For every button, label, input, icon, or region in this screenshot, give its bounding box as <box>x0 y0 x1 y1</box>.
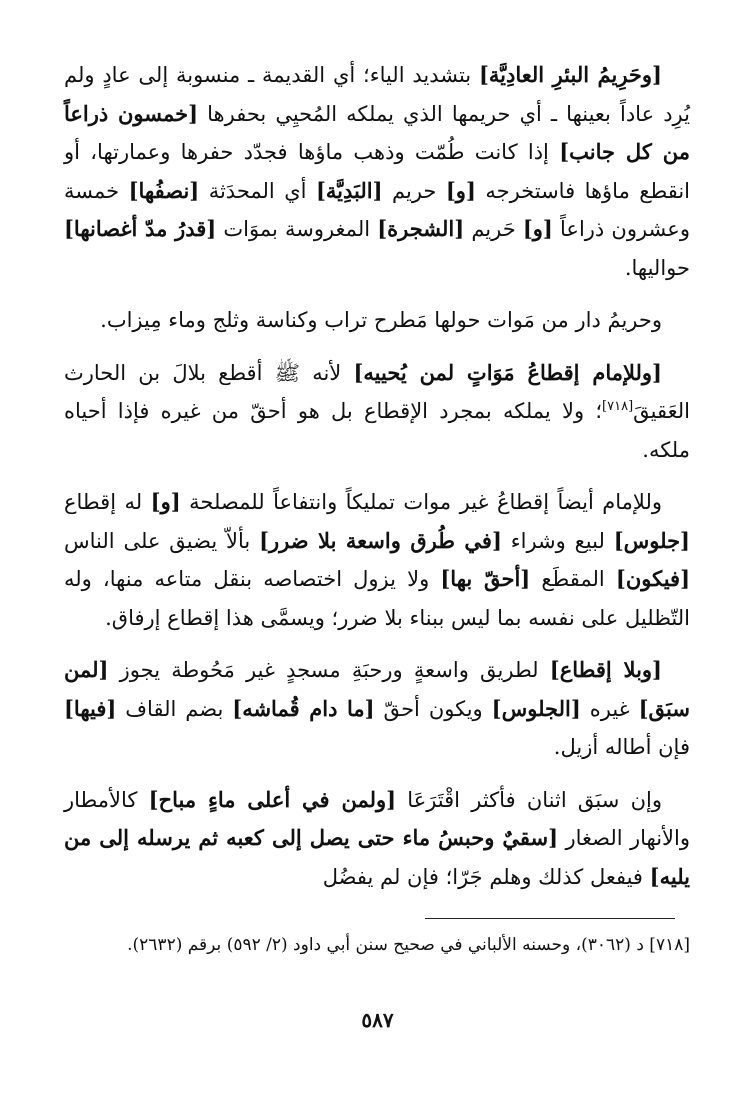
matn-text: [وحَرِيمُ البئرِ العادِيَّة] <box>478 62 662 87</box>
paragraph-3 <box>64 354 690 470</box>
commentary-text: بضم القاف <box>116 696 233 721</box>
matn-text: [أحقّ بها] <box>440 566 531 591</box>
commentary-text: وللإمام أيضاً إقطاعُ غير موات تمليكاً وانتفاعاً للمصلحة <box>180 490 662 514</box>
matn-text: [ما دام قُماشه] <box>232 695 375 721</box>
paragraph-2 <box>64 301 690 340</box>
footnote-reference: [٧١٨] <box>602 399 634 414</box>
matn-text: [وللإمام إقطاعُ مَوَاتٍ لمن يُحييه] <box>353 359 662 385</box>
commentary-text: ؛ ولا يملكه بمجرد الإقطاع بل هو أحقّ من غيره فإذا أحياه ملكه. <box>64 399 690 462</box>
commentary-text: بألاّ يضيق على الناس <box>64 528 260 553</box>
commentary-text: المقطَع <box>530 567 616 591</box>
commentary-text: فإن أطاله أزيل. <box>553 735 690 759</box>
matn-text: [سقيٌ وحبسُ ماء حتى يصل إلى كعبه ثم يرسله إلى من يليه] <box>64 825 690 889</box>
matn-text: [و] <box>445 177 476 203</box>
commentary-text: خمسة وعشرون ذراعاً <box>64 178 690 241</box>
commentary-text: ولا يزول اختصاصه بنقل متاعه منها، وله التّظليل على نفسه بما ليس ببناء بلا ضرر؛ ويسمَّى هذا إقطاع إرفاق. <box>64 567 690 630</box>
paragraph-6 <box>64 781 690 897</box>
commentary-text: لأنه ﷺ أقطع بلالَ بن الحارث العَقيقَ <box>64 360 690 423</box>
matn-text: [وبلا إقطاع] <box>549 657 662 682</box>
matn-text: [فيها] <box>64 695 117 721</box>
matn-text: [الشجرة] <box>377 216 465 241</box>
footnote-divider <box>425 918 675 919</box>
matn-text: [ولمن في أعلى ماءٍ مباح] <box>148 786 397 812</box>
commentary-text: فيفعل كذلك وهلم جَرّا؛ فإن لم يفضُل <box>322 864 650 889</box>
matn-text: [خمسون ذراعاً من كل جانب] <box>64 100 690 164</box>
matn-text: [و] <box>150 489 181 514</box>
commentary-text: وحريمُ دار من مَوات حولها مَطرح تراب وكناسة وثلج وماء مِيزاب. <box>100 308 662 332</box>
commentary-text: لبيع وشراء <box>501 528 614 553</box>
commentary-text: ويكون أحقّ <box>374 696 492 721</box>
commentary-text: غيره <box>580 696 639 721</box>
commentary-text: له إقطاع <box>64 490 151 514</box>
matn-text: [في طُرق واسعة بلا ضرر] <box>259 527 502 553</box>
commentary-text: وإن سبَق اثنان فأكثر اقْتَرَعَا <box>396 787 662 812</box>
commentary-text: كالأمطار والأنهار الصغار <box>64 787 690 850</box>
commentary-text: إذا كانت طُمّت وذهب ماؤها فجدّد حفرها وعمارتها، أو انقطع ماؤها فاستخرجه <box>64 140 691 203</box>
commentary-text: حواليها. <box>624 255 690 280</box>
footnote: [٧١٨] د (٣٠٦٢)، وحسنه الألباني في صحيح سنن أبي داود (٢/ ٥٩٢) برقم (٢٦٣٢). <box>127 935 690 955</box>
page-body <box>64 56 690 896</box>
commentary-text: أي المحدَثة <box>199 178 316 203</box>
matn-text: [لمن سبَق] <box>64 657 690 721</box>
matn-text: [و] <box>522 216 553 241</box>
paragraph-5 <box>64 651 690 767</box>
commentary-text: المغروسة بموَات <box>216 217 378 241</box>
paragraph-4 <box>64 483 690 637</box>
commentary-text: بتشديد الياء؛ أي القديمة ـ منسوبة إلى عادٍ ولم يُرِد عاداً بعينها ـ أي حريمها الذي يملكه المُحيِي بحفرها <box>64 63 690 126</box>
paragraph-1 <box>64 56 690 287</box>
matn-text: [قدرُ مدّ أغصانها] <box>64 216 217 241</box>
commentary-text: حريم <box>382 178 446 203</box>
matn-text: [البَدِيَّة] <box>315 177 383 203</box>
matn-text: [جلوس] <box>613 527 690 553</box>
matn-text: [فيكون] <box>615 566 691 591</box>
page-number: ٥٨٧ <box>361 1008 394 1032</box>
matn-text: [نصفُها] <box>128 177 200 203</box>
matn-text: [الجلوس] <box>491 695 581 721</box>
commentary-text: حَريم <box>464 217 523 241</box>
commentary-text: لطريق واسعةٍ ورحبَةِ مسجدٍ غير مَحُوطة يجوز <box>108 658 550 682</box>
